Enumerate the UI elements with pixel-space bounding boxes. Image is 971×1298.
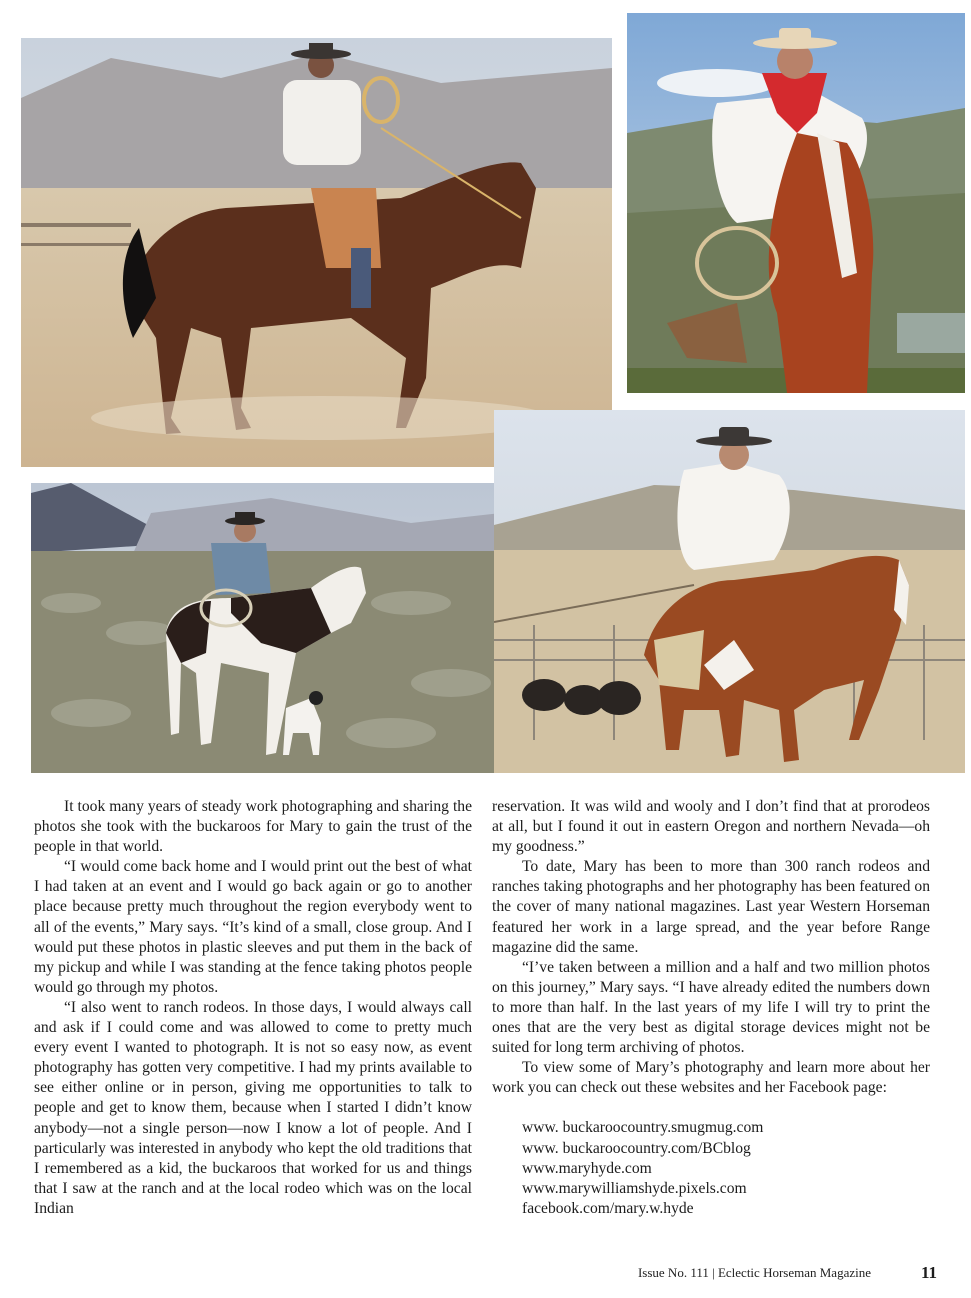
photo-bay-horse-roping: [21, 38, 612, 467]
website-link[interactable]: www.marywilliamshyde.pixels.com: [522, 1179, 747, 1197]
paragraph: reservation. It was wild and wooly and I don’t find that at prorodeos at all, but I found it out in eastern Oregon and northern Nevada—oh my goodness.”: [492, 798, 930, 856]
paragraph: “I would come back home and I would print out the best of what I had taken at an event and I would go back again or go to another place because pretty much throughout the region everybody went to all of the events,” Mary says. “It’s kind of a small, close group. And I would put these photos in plastic sleeves and put them in the back of my pickup and while I was standing at the fence taking photos people would go through my photos.: [34, 858, 472, 996]
photo-paint-horse-dog: [31, 483, 501, 773]
article-column-left: [34, 797, 472, 1219]
issue-footer: Issue No. 111 | Eclectic Horseman Magazine: [637, 1265, 871, 1280]
website-link[interactable]: www. buckaroocountry.smugmug.com: [522, 1119, 764, 1137]
paragraph: “I’ve taken between a million and a half and two million photos on this journey,” Mary says. “I have already edited the numbers down to more than half. In the last years of my life I will try to print the ones that are the very best as digital storage devices might not be suited for long term archiving of photos.: [492, 958, 930, 1057]
photo-sorrel-horse-red-scarf: [627, 13, 965, 393]
paragraph: It took many years of steady work photographing and sharing the photos she took with the buckaroos for Mary to gain the trust of the people in that world.: [34, 798, 472, 856]
website-link[interactable]: www. buckaroocountry.com/BCblog: [522, 1139, 751, 1157]
article-column-right: [492, 797, 930, 1219]
paragraph: To view some of Mary’s photography and learn more about her work you can check out these websites and her Facebook page:: [492, 1059, 930, 1097]
website-link[interactable]: www.maryhyde.com: [522, 1159, 652, 1177]
photo-chestnut-horse-cattle: [494, 410, 965, 773]
website-list: [522, 1118, 930, 1218]
paragraph: To date, Mary has been to more than 300 ranch rodeos and ranches taking photographs and her photography has been featured on the cover of many national magazines. Last year Western Horseman featured her work in a large spread, and the year before Range magazine did the same.: [492, 858, 930, 956]
paragraph: “I also went to ranch rodeos. In those days, I would always call and ask if I could come and was allowed to come to pretty much every event I wanted to photograph. It is not so easy now, as event photography has gotten very competitive. I had my prints available to see either online or in person, giving me opportunities to talk to people and get to know them, because when I started I didn’t know anybody—not a single person—now I know a lot of people. And I particularly was interested in anybody who kept the old traditions that I remembered as a kid, the buckaroos that worked for us and things that I saw at the ranch and at the local rodeo which was on the local Indian: [34, 998, 472, 1217]
page-number: 11: [921, 1263, 938, 1282]
facebook-link[interactable]: facebook.com/mary.w.hyde: [522, 1199, 694, 1217]
